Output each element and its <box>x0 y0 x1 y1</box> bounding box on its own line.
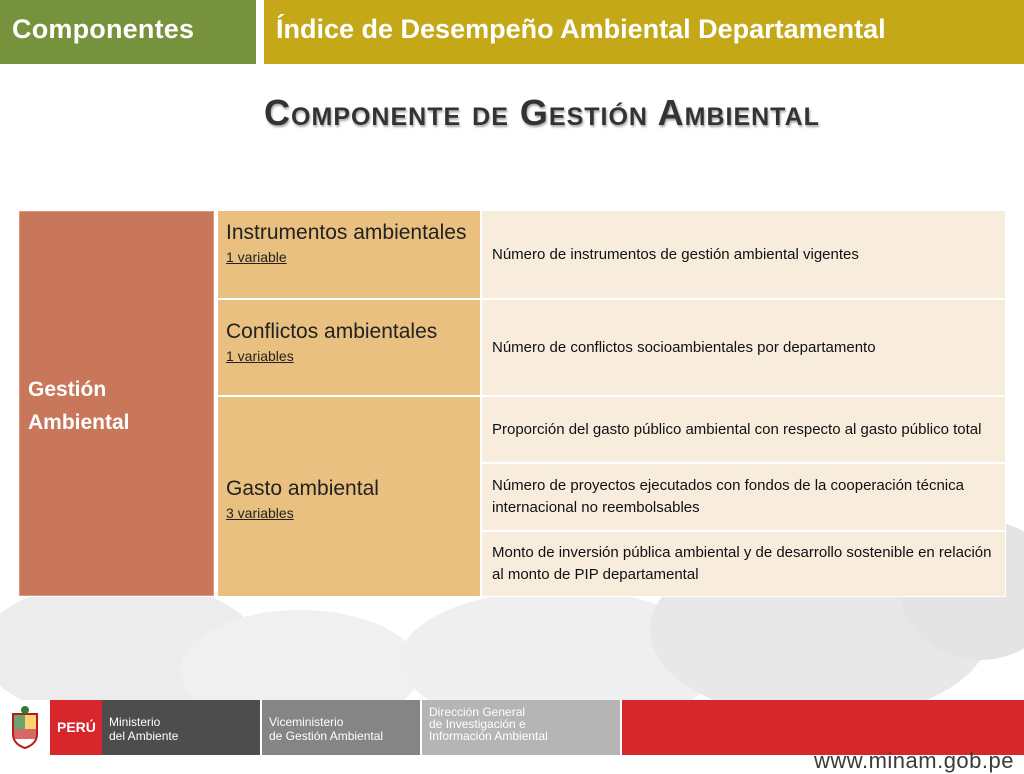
ministry-label <box>102 700 260 755</box>
indicator-text: Número de proyectos ejecutados con fondos de la cooperación técnica internacional no reembolsables <box>492 477 964 516</box>
direction-line: Dirección General <box>429 705 526 719</box>
subcomponent-vars-link[interactable]: 1 variables <box>226 348 294 364</box>
subcomponent-name: Conflictos ambientales <box>226 320 438 343</box>
ministry-line: Ministerio <box>109 715 161 729</box>
vice-ministry-label <box>262 700 420 755</box>
vice-line: Viceministerio <box>269 715 344 729</box>
header-title: Índice de Desempeño Ambiental Departamental <box>276 14 886 44</box>
direction-line: Información Ambiental <box>429 729 548 743</box>
subcomponent-cell <box>217 210 481 299</box>
subcomponent-vars-link[interactable]: 3 variables <box>226 505 294 521</box>
indicator-cell <box>481 531 1006 597</box>
coat-of-arms-icon <box>0 700 50 755</box>
indicator-cell <box>481 463 1006 531</box>
indicator-text: Proporción del gasto público ambiental con respecto al gasto público total <box>492 420 982 438</box>
indicator-cell <box>481 299 1006 396</box>
slide-title: Componente de Gestión Ambiental <box>264 92 820 133</box>
footer-bar <box>0 700 1024 773</box>
subcomponent-name: Instrumentos ambientales <box>226 221 467 244</box>
title-header <box>264 0 1024 64</box>
component-label: Gestión Ambiental <box>28 378 130 434</box>
ministry-line: del Ambiente <box>109 729 179 743</box>
subcomponent-cell <box>217 299 481 396</box>
indicator-text: Monto de inversión pública ambiental y de desarrollo sostenible en relación al monto de PIP departamental <box>492 544 992 583</box>
section-label: Componentes <box>12 14 195 44</box>
direction-line: de Investigación e <box>429 717 526 731</box>
website-link[interactable]: www.minam.gob.pe <box>814 748 1014 773</box>
section-header <box>0 0 256 64</box>
subcomponent-cell <box>217 396 481 597</box>
subcomponent-name: Gasto ambiental <box>226 477 379 500</box>
component-cell <box>18 210 215 597</box>
indicator-cell <box>481 396 1006 463</box>
direction-label <box>422 700 620 755</box>
peru-label: PERÚ <box>50 700 102 755</box>
subcomponent-vars-link[interactable]: 1 variable <box>226 249 287 265</box>
indicator-text: Número de conflictos socioambientales por departamento <box>492 338 876 356</box>
indicator-text: Número de instrumentos de gestión ambiental vigentes <box>492 245 859 263</box>
footer-red-band <box>622 700 1024 755</box>
vice-line: de Gestión Ambiental <box>269 729 384 743</box>
indicator-cell <box>481 210 1006 299</box>
